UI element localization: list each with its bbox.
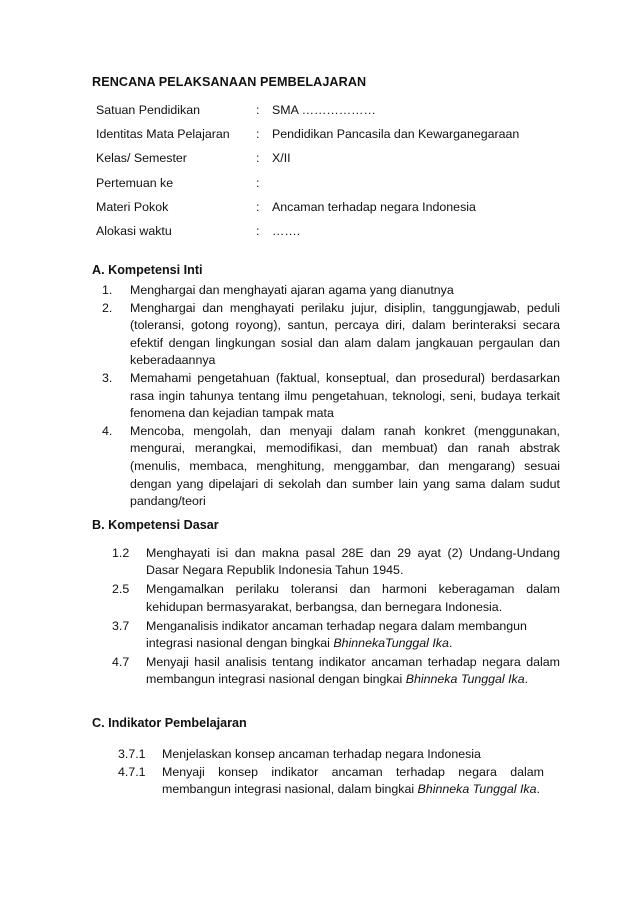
- item-text: Menghayati isi dan makna pasal 28E dan 29 ayat (2) Undang-Undang Dasar Negara Republik Indonesia Tahun 1945.: [146, 546, 560, 578]
- list-item: [92, 581, 560, 615]
- item-number: 2.: [102, 300, 113, 315]
- identity-row: [96, 150, 566, 174]
- identity-label: Materi Pokok: [96, 199, 169, 214]
- list-item: [92, 282, 560, 300]
- list-item: [92, 423, 560, 511]
- identity-table: [96, 102, 566, 247]
- section-a-heading: A. Kompetensi Inti: [92, 263, 203, 277]
- identity-label: Alokasi waktu: [96, 223, 172, 238]
- item-text: Memahami pengetahuan (faktual, konseptual, dan prosedural) berdasarkan rasa ingin tahunya tentang ilmu pengetahuan, teknologi, seni, budaya terkait fenomena dan kejadian tampak mata: [130, 370, 560, 421]
- item-text: Menyaji hasil analisis tentang indikator ancaman terhadap negara dalam membangun integrasi nasional dengan bingkai: [146, 655, 560, 687]
- indikator-list: [92, 746, 544, 799]
- item-text: Menjelaskan konsep ancaman terhadap negara Indonesia: [162, 747, 481, 761]
- identity-label: Satuan Pendidikan: [96, 103, 201, 117]
- list-item: [92, 654, 560, 688]
- kompetensi-dasar-list: [92, 545, 560, 691]
- list-item: [92, 300, 560, 370]
- identity-value: …….: [272, 223, 301, 238]
- kompetensi-inti-list: [92, 282, 560, 511]
- item-text-italic: BhinnekaTunggal Ika: [333, 636, 449, 651]
- identity-row: [96, 175, 566, 199]
- item-number: 3.7.1: [118, 747, 146, 761]
- list-item: [92, 370, 560, 423]
- item-text: Menghargai dan menghayati ajaran agama yang dianutnya: [130, 283, 454, 297]
- item-number: 2.5: [112, 582, 130, 597]
- item-number: 1.2: [112, 546, 130, 560]
- identity-colon: :: [256, 103, 260, 117]
- identity-value: Ancaman terhadap negara Indonesia: [272, 199, 476, 214]
- item-number: 4.: [102, 423, 113, 438]
- identity-label: Pertemuan ke: [96, 175, 174, 190]
- identity-row: [96, 102, 566, 126]
- item-text: Mengamalkan perilaku toleransi dan harmoni keberagaman dalam kehidupan bermasyarakat, berbangsa, dan bernegara Indonesia.: [146, 582, 560, 614]
- identity-row: [96, 223, 566, 247]
- section-b-heading: B. Kompetensi Dasar: [92, 518, 219, 532]
- item-text: Menyaji konsep indikator ancaman terhadap negara dalam membangun integrasi nasional, dalam bingkai: [162, 764, 544, 797]
- item-number: 3.7: [112, 618, 130, 633]
- identity-colon: :: [256, 175, 260, 190]
- identity-colon: :: [256, 151, 260, 166]
- item-number: 1.: [102, 283, 113, 297]
- identity-colon: :: [256, 199, 260, 214]
- item-text-italic: Bhinneka Tunggal Ika: [405, 672, 525, 687]
- list-item: [92, 618, 560, 652]
- identity-colon: :: [256, 223, 260, 238]
- item-text-end: .: [448, 636, 453, 651]
- list-item: [92, 545, 560, 579]
- item-text: Mencoba, mengolah, dan menyaji dalam ranah konkret (menggunakan, mengurai, merangkai, memodifikasi, dan membuat) dan ranah abstrak (menulis, membaca, menghitung, menggambar, dan mengarang) sesuai dengan yang dipelajari di sekolah dan sumber lain yang sama dalam sudut pandang/teori: [130, 423, 560, 509]
- item-text-end: .: [536, 782, 540, 797]
- identity-value: X/II: [272, 151, 291, 166]
- identity-row: [96, 199, 566, 223]
- identity-label: Kelas/ Semester: [96, 151, 187, 166]
- section-c-heading: C. Indikator Pembelajaran: [92, 716, 247, 730]
- identity-value: Pendidikan Pancasila dan Kewarganegaraan: [272, 127, 520, 142]
- list-item: [92, 764, 544, 799]
- identity-colon: :: [256, 127, 260, 142]
- identity-row: [96, 126, 566, 150]
- item-text: Menghargai dan menghayati perilaku jujur, disiplin, tanggungjawab, peduli (toleransi, gotong royong), santun, percaya diri, dalam berinteraksi secara efektif dengan lingkungan sosial dan alam dalam jangkauan pergaulan dan keberadaannya: [130, 300, 560, 368]
- item-number: 3.: [102, 370, 113, 385]
- item-number: 4.7.1: [118, 764, 146, 779]
- document-title: RENCANA PELAKSANAAN PEMBELAJARAN: [92, 75, 367, 89]
- item-number: 4.7: [112, 655, 130, 670]
- item-text-end: .: [524, 672, 529, 687]
- identity-label: Identitas Mata Pelajaran: [96, 127, 230, 142]
- item-text: Menganalisis indikator ancaman terhadap negara dalam membangun integrasi nasional dengan bingkai: [146, 618, 527, 651]
- identity-value: SMA ………………: [272, 103, 376, 117]
- item-text-italic: Bhinneka Tunggal Ika: [417, 782, 537, 797]
- list-item: [92, 746, 544, 764]
